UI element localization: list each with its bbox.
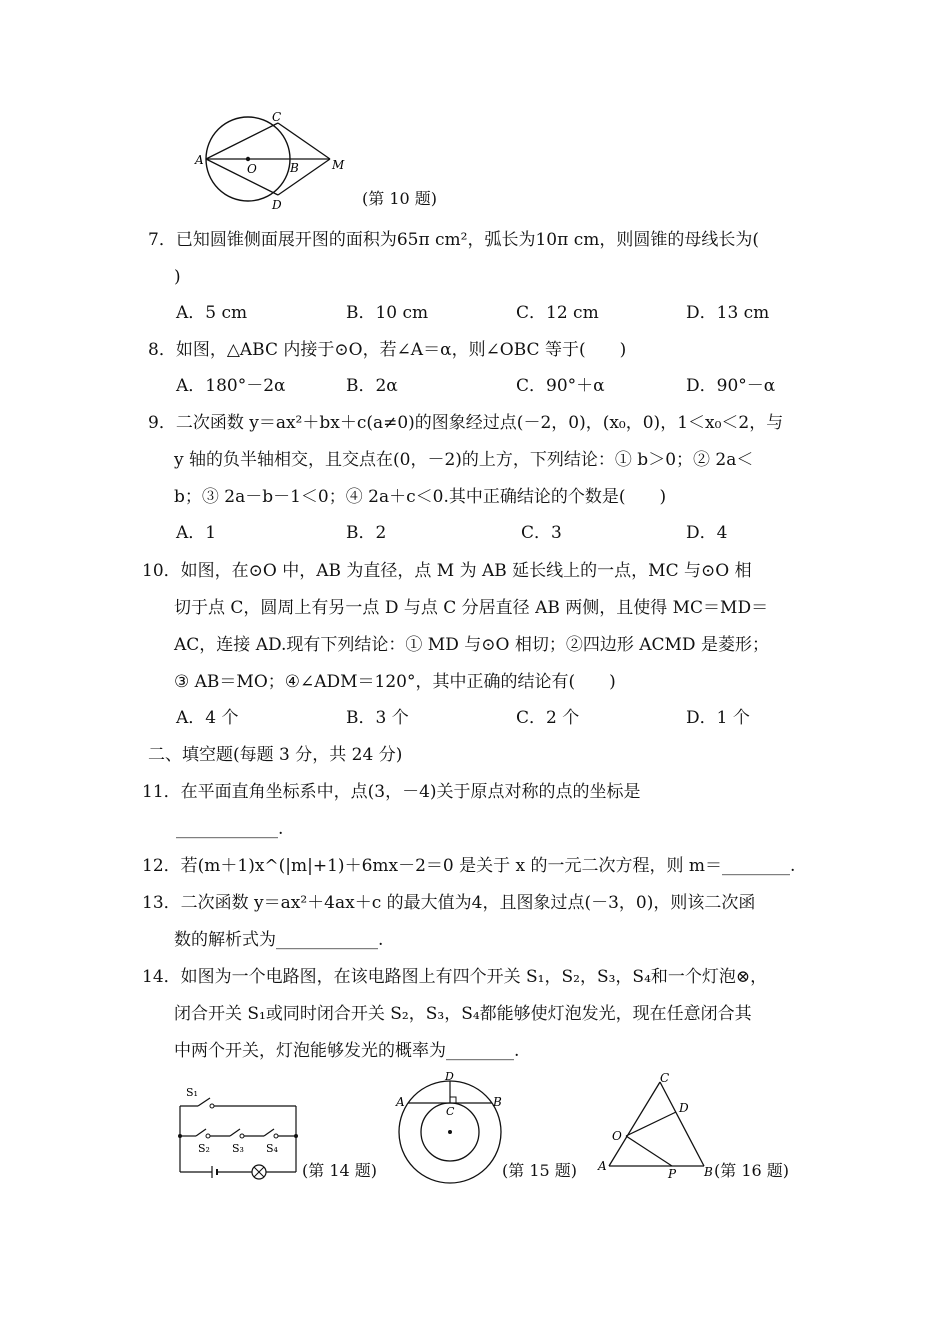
q10-text: 切于点 C，圆周上有另一点 D 与点 C 分居直径 AB 两侧，且使得 MC＝MD＝ (174, 598, 769, 618)
fig14-caption: (第 14 题) (302, 1161, 378, 1180)
label-o: O (247, 162, 257, 176)
label-s3: S₃ (232, 1142, 244, 1155)
q11-text: 11．在平面直角坐标系中，点(3，－4)关于原点对称的点的坐标是 (142, 782, 641, 802)
q10-option-a: A．4 个 (176, 708, 239, 728)
label-d: D (445, 1070, 454, 1083)
fig15-caption: (第 15 题) (502, 1161, 578, 1180)
label-a: A (396, 1095, 405, 1109)
label-a: A (195, 153, 204, 167)
q9-option-d: D．4 (686, 523, 728, 543)
q10-text: AC，连接 AD.现有下列结论：① MD 与⊙O 相切；②四边形 ACMD 是菱形； (174, 635, 769, 655)
figure-14-circuit (172, 1082, 304, 1182)
q12-text: 12．若(m＋1)x^(|m|+1)＋6mx－2＝0 是关于 x 的一元二次方程，则 m＝________. (142, 856, 796, 876)
q9-option-b: B．2 (346, 523, 387, 543)
label-s1: S₁ (186, 1086, 198, 1099)
label-c: C (660, 1071, 670, 1085)
q10-option-b: B．3 个 (346, 708, 409, 728)
label-a: A (598, 1159, 607, 1173)
q14-text: 闭合开关 S₁或同时闭合开关 S₂，S₃，S₄都能够使灯泡发光，现在任意闭合其 (174, 1004, 752, 1024)
label-m: M (332, 158, 345, 172)
q9-option-a: A．1 (176, 523, 217, 543)
section-title: 二、填空题(每题 3 分，共 24 分) (148, 745, 403, 765)
q11-blank: ____________. (176, 819, 284, 839)
label-s2: S₂ (198, 1142, 210, 1155)
label-d: D (272, 198, 282, 212)
q9-text: y 轴的负半轴相交，且交点在(0，－2)的上方，下列结论：① b＞0；② 2a＜ (174, 450, 754, 470)
q13-text: 13．二次函数 y＝ax²＋4ax＋c 的最大值为4，且图象过点(－3，0)，则该二次函 (142, 893, 756, 913)
q7-text: 7．已知圆锥侧面展开图的面积为65π cm²，弧长为10π cm，则圆锥的母线长为( (148, 230, 759, 250)
fig16-caption: (第 16 题) (714, 1161, 790, 1180)
q9-text: 9．二次函数 y＝ax²＋bx＋c(a≠0)的图象经过点(－2，0)，(x₀，0)，1＜x₀＜2，与 (148, 413, 784, 433)
q7-option-a: A．5 cm (176, 303, 248, 323)
label-b: B (704, 1165, 713, 1179)
q10-option-d: D．1 个 (686, 708, 750, 728)
label-d: D (679, 1101, 689, 1115)
label-c: C (446, 1105, 455, 1118)
figure-10 (190, 108, 360, 214)
q7-option-d: D．13 cm (686, 303, 770, 323)
q7-option-c: C．12 cm (516, 303, 599, 323)
q10-option-c: C．2 个 (516, 708, 580, 728)
q9-text: b；③ 2a－b－1＜0；④ 2a＋c＜0.其中正确结论的个数是( ) (174, 487, 667, 507)
q8-text: 8．如图，△ABC 内接于⊙O，若∠A＝α，则∠OBC 等于( ) (148, 340, 627, 360)
label-o: O (612, 1129, 622, 1143)
q8-option-c: C．90°＋α (516, 376, 605, 396)
q7-option-b: B．10 cm (346, 303, 429, 323)
label-b: B (290, 161, 299, 175)
q8-option-d: D．90°－α (686, 376, 776, 396)
label-c: C (272, 110, 282, 124)
q7-text: ) (174, 267, 181, 287)
q8-option-b: B．2α (346, 376, 398, 396)
q9-option-c: C．3 (521, 523, 562, 543)
q10-text: 10．如图，在⊙O 中，AB 为直径，点 M 为 AB 延长线上的一点，MC 与⊙O 相 (142, 561, 752, 581)
figure-16-triangle (594, 1070, 720, 1180)
q10-text: ③ AB＝MO；④∠ADM＝120°，其中正确的结论有( ) (174, 672, 616, 692)
q13-text: 数的解析式为____________. (174, 930, 384, 950)
label-b: B (493, 1095, 502, 1109)
label-s4: S₄ (266, 1142, 278, 1155)
fig10-caption: (第 10 题) (362, 189, 438, 208)
q8-option-a: A．180°－2α (176, 376, 286, 396)
q14-text: 14．如图为一个电路图，在该电路图上有四个开关 S₁，S₂，S₃，S₄和一个灯泡⊗， (142, 967, 768, 987)
figure-15-circles (394, 1070, 506, 1188)
q14-text: 中两个开关，灯泡能够发光的概率为________. (174, 1041, 520, 1061)
label-p: P (668, 1167, 677, 1180)
